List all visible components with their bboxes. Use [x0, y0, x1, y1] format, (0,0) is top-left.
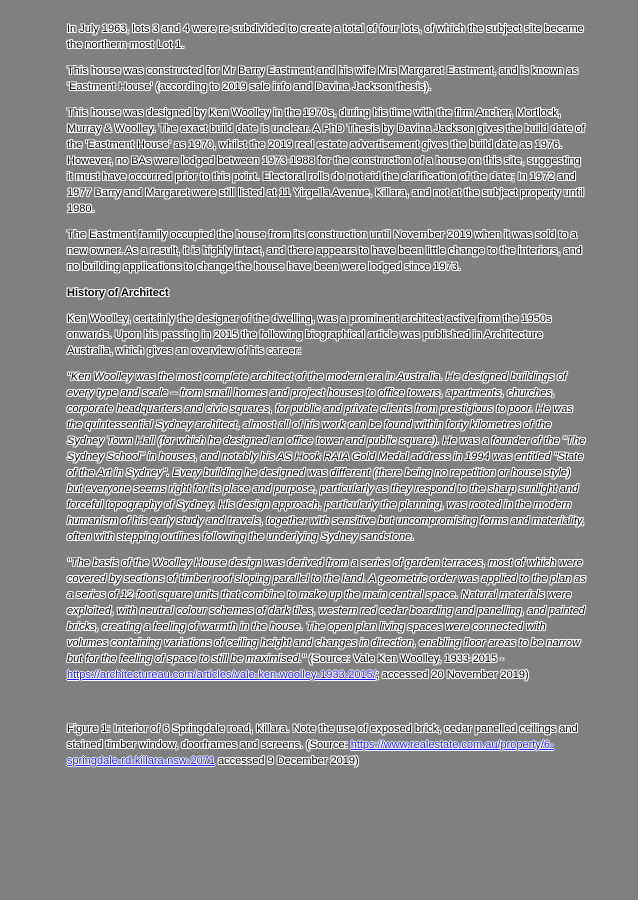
spacer [67, 693, 587, 721]
document-page [67, 21, 587, 769]
paragraph-architect-intro: Ken Woolley, certainly the designer of the dwelling, was a prominent architect active from the 1950s onwards. Upon his passing in 2015 the following biographical article was published in Architecture Australia, which gives an overview of his career: [67, 313, 552, 357]
paragraph-design-date: This house was designed by Ken Woolley in the 1970s, during his time with the firm Ancher, Mortlock, Murray & Woolley. The exact build date is unclear. A PhD Thesis by Davina Jackson gives the build date of the 'Eastment House' as 1970, whilst the 2019 real estate advertisement gives the build date as 1976. However, no BAs were lodged between 1973-1988 for the construction of a house on this site, suggesting it must have occurred prior to this point. Electoral rolls do not aid the clarification of the date; In 1972 and 1977 Barry and Margaret were still listed at 11 Yirgella Avenue, Killara, and not at the subject property until 1980. [67, 107, 585, 215]
quote-text: "The basis of the Woolley House design was derived from a series of garden terraces, most of which were covered by sections of timber roof sloping parallel to the land. A geometric order was applied to the plan as a series of 12-foot square units that combine to make up the main central space. Natural materials were exploited, with neutral colour schemes of dark tiles, western red cedar boarding and panelling, and painted bricks, creating a feeling of warmth in the house. The open plan living spaces were connected with volumes containing variations of ceiling height and changes in direction, enabling floor areas to be narrow but for the feeling of space to still be maximised." [67, 557, 586, 665]
quote-career: "Ken Woolley was the most complete architect of the modern era in Australia. He designed buildings of every type and scale – from small homes and project houses to office towers, apartments, churches, corporate headquarters and civic squares, for public and private clients from prestigious to poor. He was the quintessential Sydney architect, almost all of his work can be found within forty kilometres of the Sydney Town Hall (for which he designed an office tower and public square). He was a founder of the "The Sydney School" in houses, and notably his AS Hook RAIA Gold Medal address in 1994 was entitled "State of the Art in Sydney". Every building he designed was different (there being no repetition or house style) but everyone seems right for its place and purpose, particularly as they respond to the sharp sunlight and forceful topography of Sydney. His design approach, particularly the planning, was rooted in the modern humanism of his early study and travels, together with sensitive but uncompromising forms and materiality, often with stepping outlines following the underlying Sydney sandstone. [67, 371, 586, 543]
caption-text: Figure 1: Interior of 6 Springdale road, Killara. Note the use of exposed brick, cedar panelled ceilings and stained timber window, doorframes and screens. (Source: [67, 723, 578, 751]
paragraph-owners: This house was constructed for Mr Barry Eastment and his wife Mrs Margaret Eastment, and is known as 'Eastment House' (according to 2019 sale info and Davina Jackson thesis). [67, 65, 579, 93]
source-link-architectureau[interactable]: https://architectureau.com/articles/vale-ken-woolley-1933-2015/ [67, 669, 376, 681]
quote-woolley-house [67, 555, 587, 683]
paragraph-occupation: The Eastment family occupied the house from its construction until November 2019 when it was sold to a new owner. As a result, it is highly intact, and there appears to have been little change to the interiors, and no building applications to change the house have been were lodged since 1973. [67, 229, 582, 273]
section-heading: History of Architect [67, 287, 169, 299]
source-prefix: (Source: Vale Ken Woolley, 1933-2015 - [305, 653, 504, 665]
caption-link-realestate[interactable]: https://www.realestate.com.au/property/6-springdale-rd-killara-nsw-2071 [67, 739, 554, 767]
caption-suffix: accessed 9 December 2019) [214, 755, 359, 767]
figure-caption [67, 721, 587, 769]
source-suffix: ; accessed 20 November 2019) [375, 669, 529, 681]
paragraph-subdivision: In July 1963, lots 3 and 4 were re-subdivided to create a total of four lots, of which the subject site became the northern-most Lot 1. [67, 23, 584, 51]
